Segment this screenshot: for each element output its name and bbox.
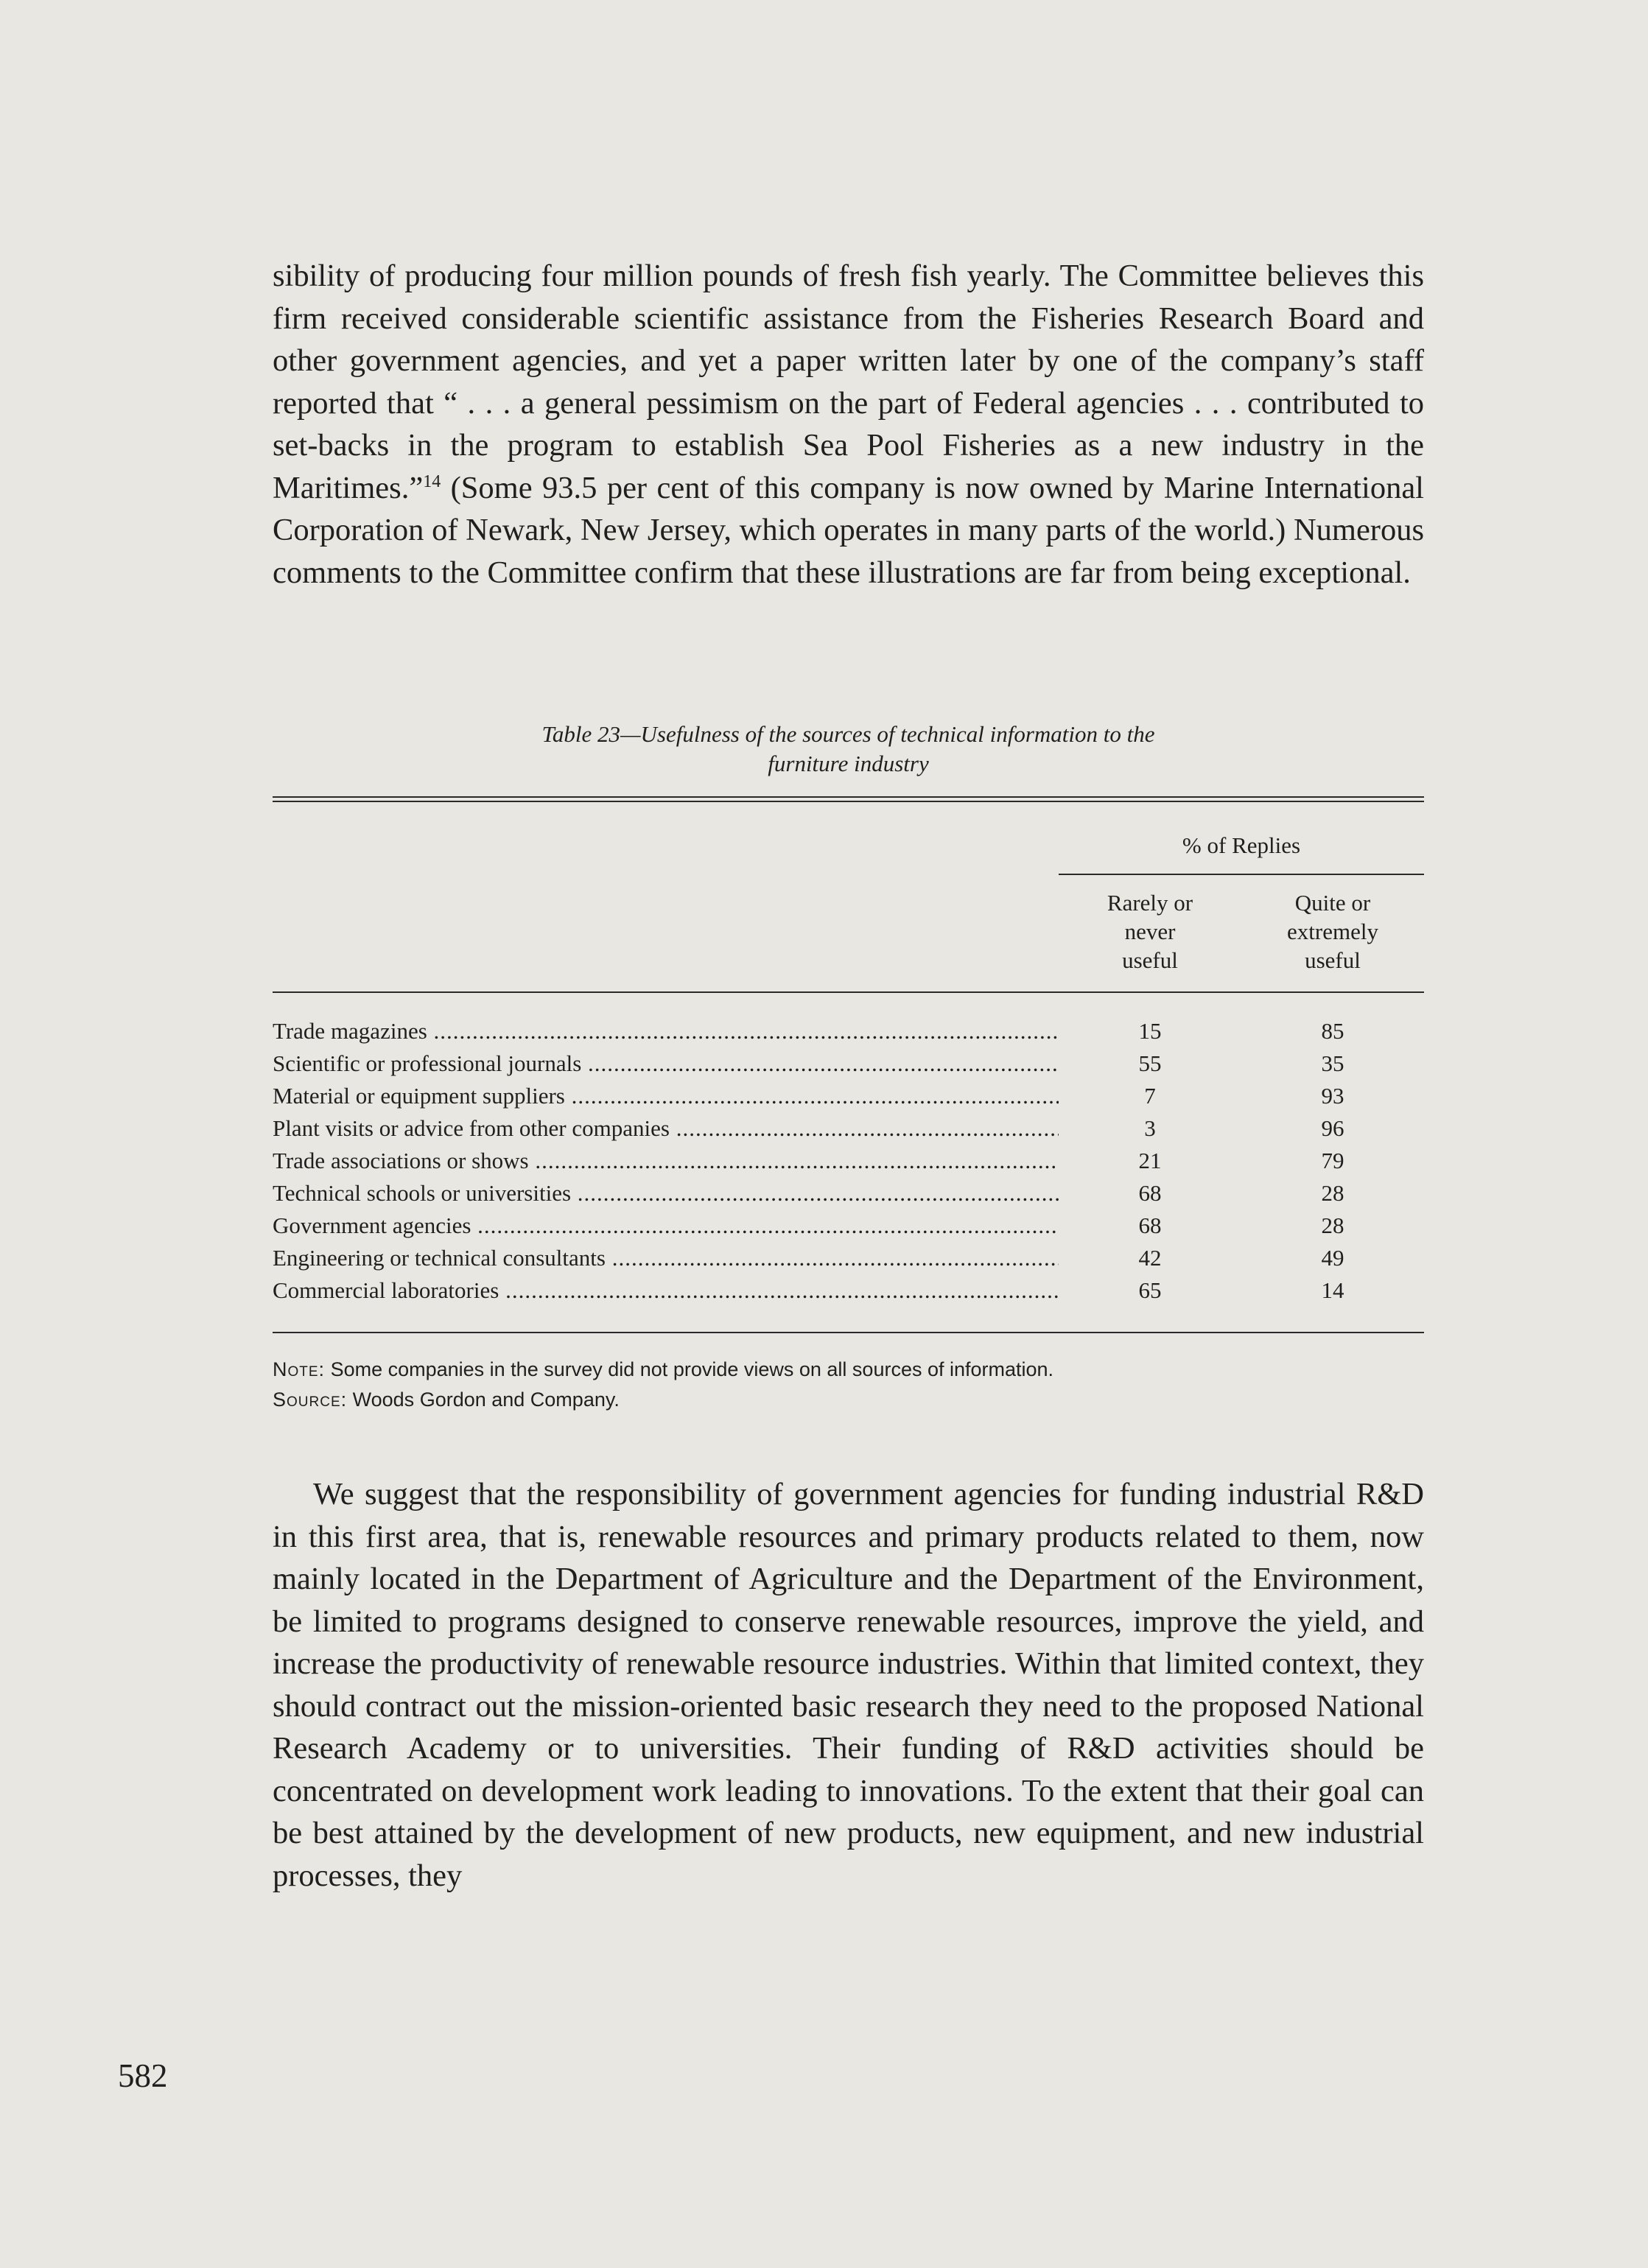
row-label: Engineering or technical consultants ..... — [273, 1242, 1059, 1274]
row-label: Material or equipment suppliers ..... — [273, 1080, 1059, 1112]
rarely-useful-column-header — [1059, 888, 1241, 975]
page-number: 582 — [118, 2057, 168, 2094]
rarely-header-line-2: never — [1124, 919, 1176, 944]
row-label: Commercial laboratories ..... — [273, 1274, 1059, 1307]
quite-value: 79 — [1321, 1148, 1344, 1173]
table-caption-line-1: Table 23—Usefulness of the sources of technical information to the — [541, 721, 1155, 747]
body-paragraph-2: We suggest that the responsibility of government agencies for funding industrial R&D in this first area, that is, renewable resources and primary products related to them, now mainly located in the Department of Agriculture and the Department of the Environment, be limited to programs designed to conserve renewable resources, improve the yield, and increase the productivity of renewable resource industries. Within that limited context, they should contract out the mission-oriented basic research they need to the proposed National Research Academy or to universities. Their funding of R&D activities should be concentrated on development work leading to innovations. To the extent that their goal can be best attained by the development of new products, new equipment, and new industrial processes, they — [273, 1477, 1424, 1893]
table-row — [273, 1145, 1424, 1177]
table-body — [273, 1015, 1424, 1307]
rarely-value: 65 — [1138, 1277, 1162, 1303]
table-row — [273, 1112, 1424, 1145]
rarely-value: 42 — [1138, 1245, 1162, 1271]
quite-value: 28 — [1321, 1212, 1344, 1238]
paragraph-1-text-a: sibility of producing four million pounds of fresh fish yearly. The Committee believes this firm received considerable scientific assistance from the Fisheries Research Board and other government agencies, and yet a paper written later by one of the company’s staff reported that “ . . . a general pessimism on the part of Federal agencies . . . contributed to set-backs in the program to establish Sea Pool Fisheries as a new industry in the Maritimes.” — [273, 259, 1424, 505]
rarely-value: 68 — [1138, 1212, 1162, 1238]
table-caption-line-2: furniture industry — [768, 751, 929, 776]
table-bottom-rule — [273, 1332, 1424, 1333]
rarely-value: 7 — [1144, 1083, 1156, 1109]
table-row — [273, 1210, 1424, 1242]
row-label: Plant visits or advice from other companies ..... — [273, 1112, 1059, 1145]
table-caption — [273, 720, 1424, 779]
body-paragraph-1 — [273, 255, 1424, 594]
rarely-value: 55 — [1138, 1050, 1162, 1076]
row-label: Government agencies ..... — [273, 1210, 1059, 1242]
rarely-value: 3 — [1144, 1115, 1156, 1141]
quite-useful-column-header — [1241, 888, 1424, 975]
row-label: Trade magazines ..... — [273, 1015, 1059, 1047]
row-label: Technical schools or universities ..... — [273, 1177, 1059, 1210]
rarely-header-line-1: Rarely or — [1107, 890, 1193, 916]
quite-value: 85 — [1321, 1018, 1344, 1044]
quite-header-line-1: Quite or — [1294, 890, 1371, 916]
rarely-value: 21 — [1138, 1148, 1162, 1173]
table-row — [273, 1177, 1424, 1210]
table-row — [273, 1047, 1424, 1080]
row-label: Trade associations or shows ..... — [273, 1145, 1059, 1177]
quite-value: 14 — [1321, 1277, 1344, 1303]
table-row — [273, 1242, 1424, 1274]
table-top-rule — [273, 796, 1424, 802]
quite-value: 28 — [1321, 1180, 1344, 1206]
quite-header-line-3: useful — [1305, 947, 1361, 973]
quite-value: 49 — [1321, 1245, 1344, 1271]
table-row — [273, 1080, 1424, 1112]
source-label: Source: — [273, 1388, 348, 1411]
source-text: Woods Gordon and Company. — [347, 1388, 620, 1411]
quite-header-line-2: extremely — [1287, 919, 1378, 944]
quite-value: 93 — [1321, 1083, 1344, 1109]
rarely-value: 15 — [1138, 1018, 1162, 1044]
note-text: Some companies in the survey did not provide views on all sources of information. — [325, 1358, 1054, 1380]
quite-value: 35 — [1321, 1050, 1344, 1076]
header-bottom-rule — [273, 991, 1424, 993]
table-note — [273, 1355, 1424, 1384]
row-label: Scientific or professional journals ..... — [273, 1047, 1059, 1080]
rarely-header-line-3: useful — [1122, 947, 1178, 973]
table-row — [273, 1274, 1424, 1307]
note-label: Note: — [273, 1358, 326, 1380]
footnote-reference: 14 — [423, 471, 441, 491]
rarely-value: 68 — [1138, 1180, 1162, 1206]
quite-value: 96 — [1321, 1115, 1344, 1141]
table-source — [273, 1385, 1424, 1414]
group-header-rule — [1059, 874, 1424, 875]
paragraph-1-text-b: (Some 93.5 per cent of this company is now owned by Marine International Corporation of Newark, New Jersey, which operates in many parts of the world.) Numerous comments to the Committee confirm that these illustrations are far from being exceptional. — [273, 470, 1424, 590]
table-row — [273, 1015, 1424, 1047]
percent-of-replies-header: % of Replies — [1182, 832, 1301, 858]
